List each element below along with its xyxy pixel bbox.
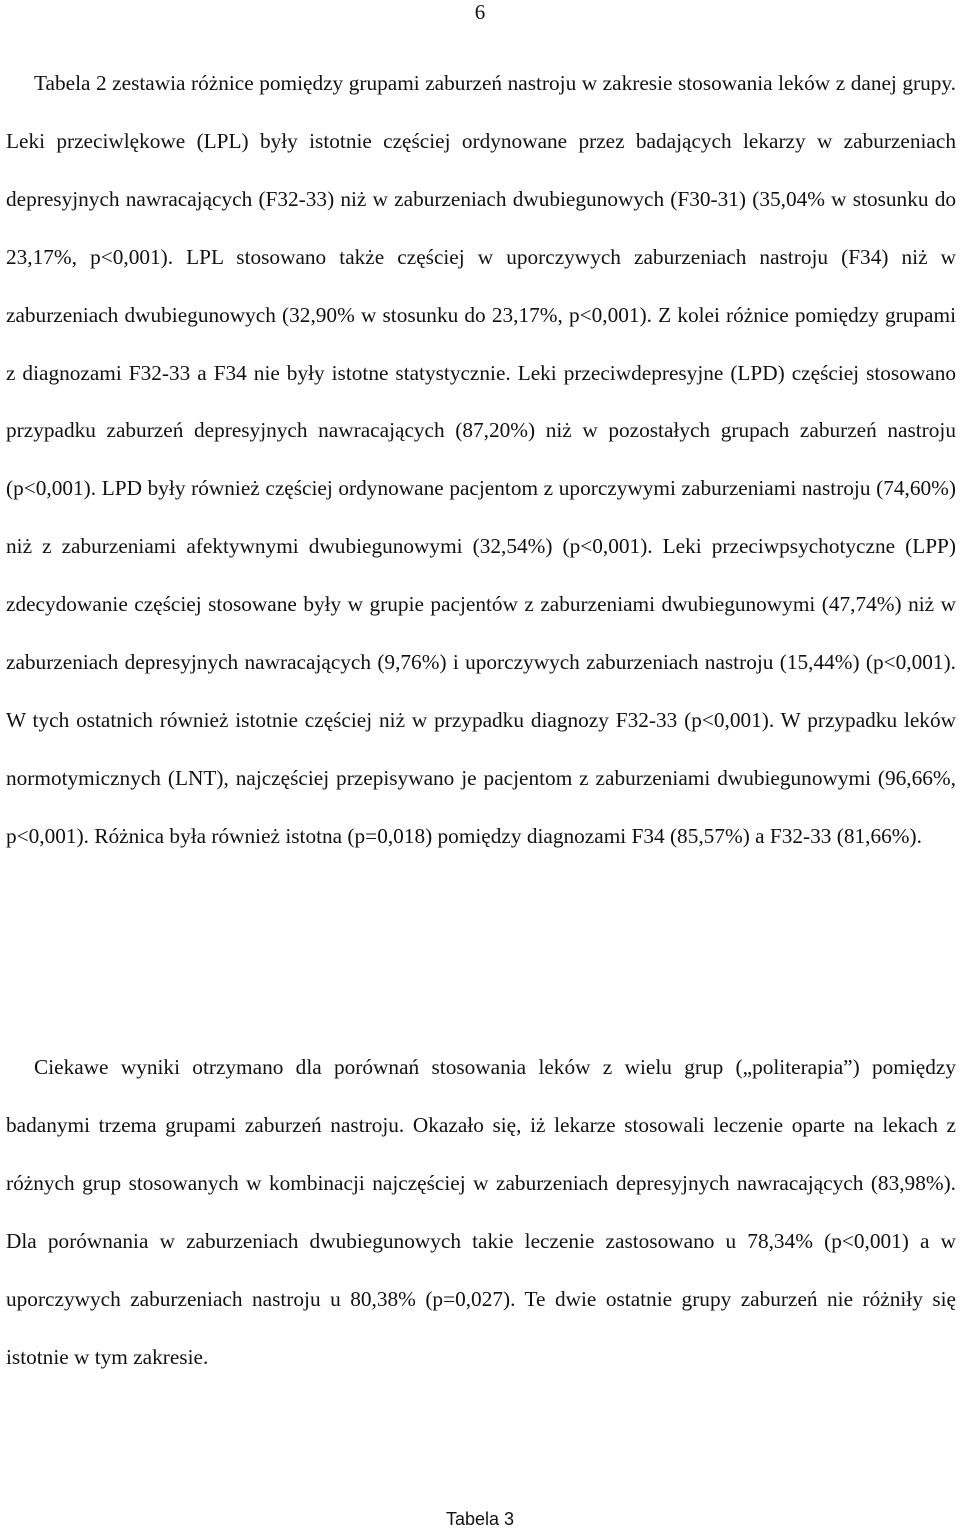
paragraph-tabela-2-summary: Tabela 2 zestawia różnice pomiędzy grupami zaburzeń nastroju w zakresie stosowania leków z danej grupy. Leki przeciwlękowe (LPL) były istotnie częściej ordynowane przez badających lekarzy w zaburzeniach depresyjnych nawracających (F32-33) niż w zaburzeniach dwubiegunowych (F30-31) (35,04% w stosunku do 23,17%, p<0,001). LPL stosowano także częściej w uporczywych zaburzeniach nastroju (F34) niż w zaburzeniach dwubiegunowych (32,90% w stosunku do 23,17%, p<0,001). Z kolei różnice pomiędzy grupami z diagnozami F32-33 a F34 nie były istotne statystycznie. Leki przeciwdepresyjne (LPD) częściej stosowano przypadku zaburzeń depresyjnych nawracających (87,20%) niż w pozostałych grupach zaburzeń nastroju (p<0,001). LPD były również częściej ordynowane pacjentom z uporczywymi zaburzeniami nastroju (74,60%) niż z zaburzeniami afektywnymi dwubiegunowymi (32,54%) (p<0,001). Leki przeciwpsychotyczne (LPP) zdecydowanie częściej stosowane były w grupie pacjentów z zaburzeniami dwubiegunowymi (47,74%) niż w zaburzeniach depresyjnych nawracających (9,76%) i uporczywych zaburzeniach nastroju (15,44%) (p<0,001). W tych ostatnich również istotnie częściej niż w przypadku diagnozy F32-33 (p<0,001). W przypadku leków normotymicznych (LNT), najczęściej przepisywano je pacjentom z zaburzeniami dwubiegunowymi (96,66%, p<0,001). Różnica była również istotna (p=0,018) pomiędzy diagnozami F34 (85,57%) a F32-33 (81,66%). [6,71,956,848]
footer-table-label: Tabela 3 [445,1509,515,1529]
body-text-block-1 [6,55,956,866]
paragraph-politerapia: Ciekawe wyniki otrzymano dla porównań stosowania leków z wielu grup („politerapia”) pomiędzy badanymi trzema grupami zaburzeń nastroju. Okazało się, iż lekarze stosowali leczenie oparte na lekach z różnych grup stosowanych w kombinacji najczęściej w zaburzeniach depresyjnych nawracających (83,98%). Dla porównania w zaburzeniach dwubiegunowych takie leczenie zastosowano u 78,34% (p<0,001) a w uporczywych zaburzeniach nastroju u 80,38% (p=0,027). Te dwie ostatnie grupy zaburzeń nie różniły się istotnie w tym zakresie. [6,1055,956,1369]
body-text-block-2 [6,1039,956,1386]
page-number: 6 [474,0,486,24]
